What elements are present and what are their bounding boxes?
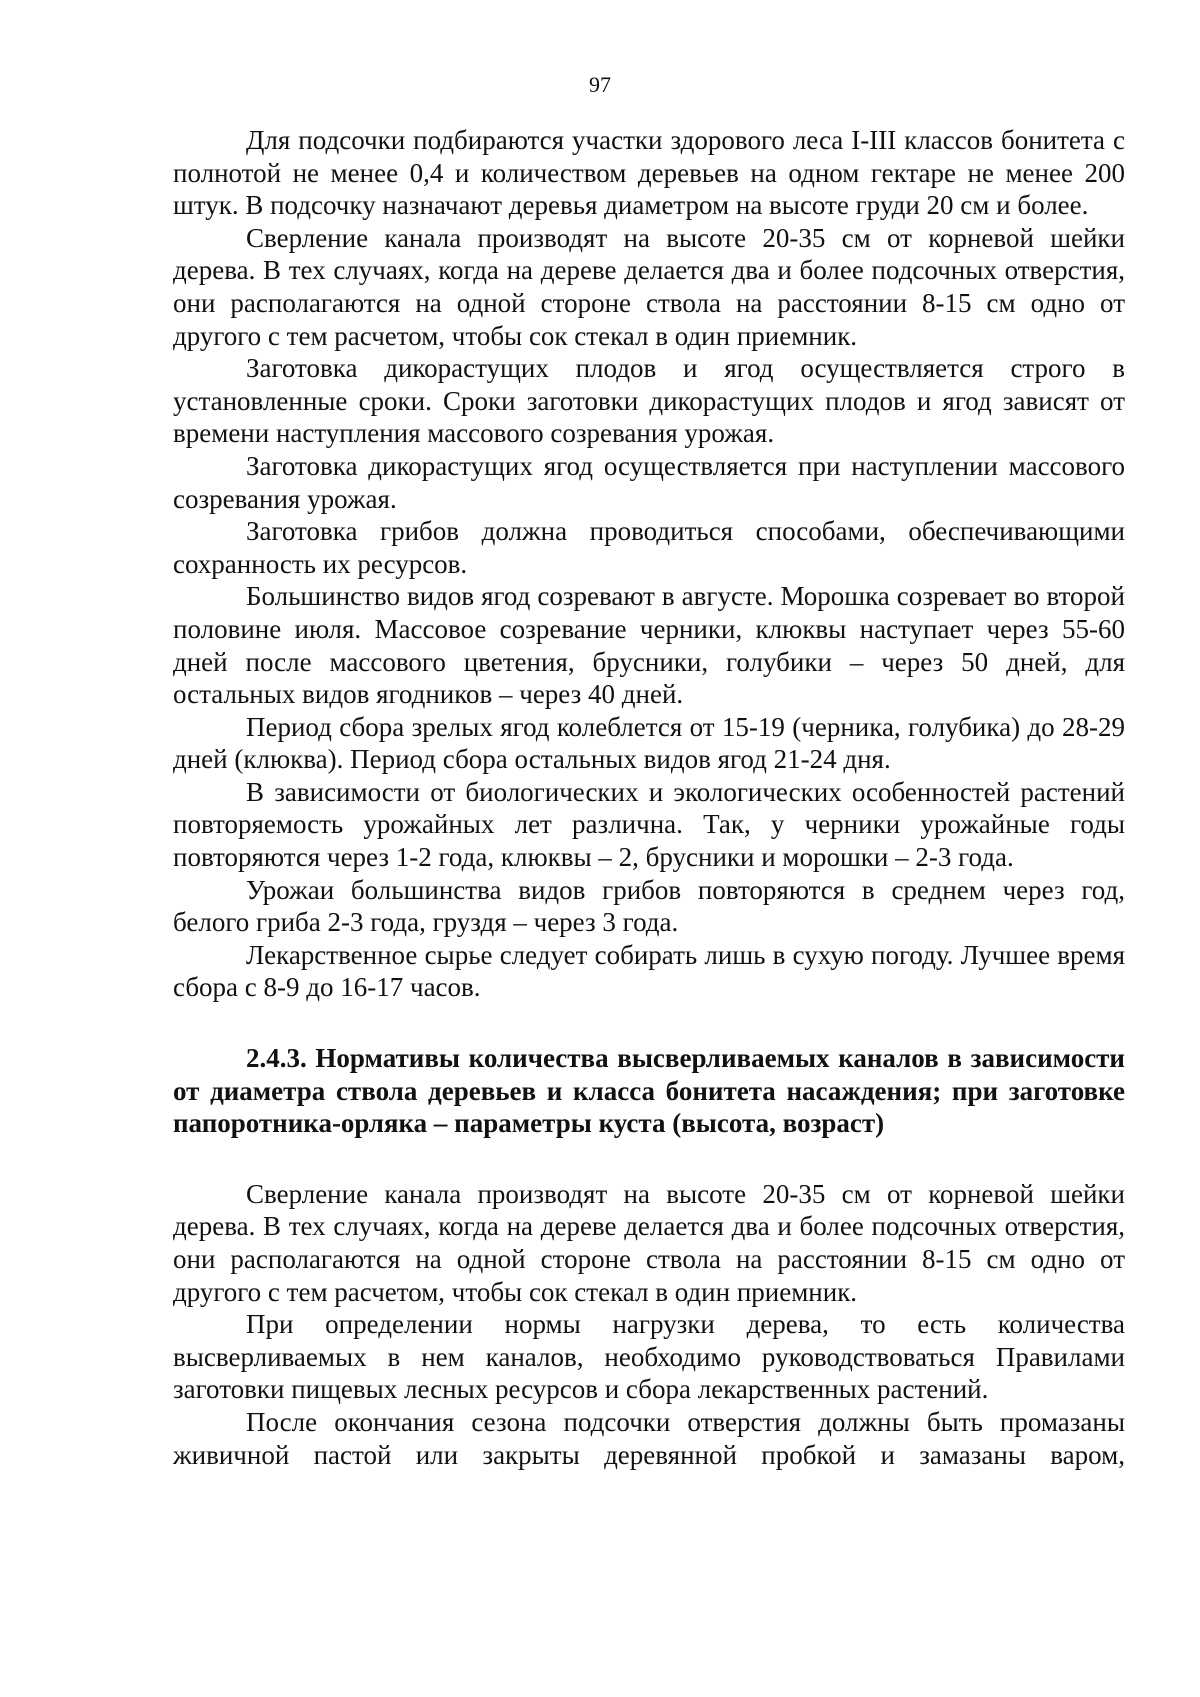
paragraph: Заготовка грибов должна проводиться способами, обеспечивающими сохранность их ресурсов. — [173, 516, 1125, 579]
page-number: 97 — [589, 72, 611, 97]
paragraph: Урожаи большинства видов грибов повторяются в среднем через год, белого гриба 2-3 года, груздя – через 3 года. — [173, 874, 1125, 938]
paragraph: Период сбора зрелых ягод колеблется от 15-19 (черника, голубика) до 28-29 дней (клюква). Период сбора остальных видов ягод 21-24 дня. — [173, 711, 1125, 775]
paragraph: При определении нормы нагрузки дерева, то есть количества высверливаемых в нем каналов, необходимо руководствоваться Правилами заготовки пищевых лесных ресурсов и сбора лекарственных растений. — [173, 1309, 1125, 1405]
paragraph: После окончания сезона подсочки отверстия должны быть промазаны живичной пастой или закрыты деревянной пробкой и замазаны варом, — [173, 1406, 1125, 1470]
paragraph: Заготовка дикорастущих плодов и ягод осуществляется строго в установленные сроки. Сроки заготовки дикорастущих плодов и ягод зависят от времени наступления массового созревания урожая. — [173, 353, 1125, 449]
paragraph: Сверление канала производят на высоте 20-35 см от корневой шейки дерева. В тех случаях, когда на дереве делается два и более подсочных отверстия, они располагаются на одной стороне ствола на расстоянии 8-15 см одно от другого с тем расчетом, чтобы сок стекал в один приемник. — [173, 1178, 1125, 1307]
paragraph: Большинство видов ягод созревают в августе. Морошка созревает во второй половине июля. Массовое созревание черники, клюквы наступает через 55-60 дней после массового цветения, брусники, голубики – через 50 дней, для остальных видов ягодников – через 40 дней. — [173, 581, 1125, 710]
paragraph: Заготовка дикорастущих ягод осуществляется при наступлении массового созревания урожая. — [173, 450, 1125, 514]
section-heading: 2.4.3. Нормативы количества высверливаемых каналов в зависимости от диаметра ствола деревьев и класса бонитета насаждения; при заготовке папоротника-орляка – параметры куста (высота, возраст) — [173, 1043, 1125, 1139]
paragraph: В зависимости от биологических и экологических особенностей растений повторяемость урожайных лет различна. Так, у черники урожайные годы повторяются через 1-2 года, клюквы – 2, брусники и морошки – 2-3 года. — [173, 776, 1125, 873]
paragraph: Сверление канала производят на высоте 20-35 см от корневой шейки дерева. В тех случаях, когда на дереве делается два и более подсочных отверстия, они располагаются на одной стороне ствола на расстоянии 8-15 см одно от другого с тем расчетом, чтобы сок стекал в один приемник. — [173, 222, 1125, 351]
paragraph: Лекарственное сырье следует собирать лишь в сухую погоду. Лучшее время сбора с 8-9 до 16-17 часов. — [173, 939, 1125, 1003]
document-body — [173, 124, 1125, 1471]
paragraph: Для подсочки подбираются участки здорового леса I-III классов бонитета с полнотой не менее 0,4 и количеством деревьев на одном гектаре не менее 200 штук. В подсочку назначают деревья диаметром на высоте груди 20 см и более. — [173, 125, 1125, 221]
